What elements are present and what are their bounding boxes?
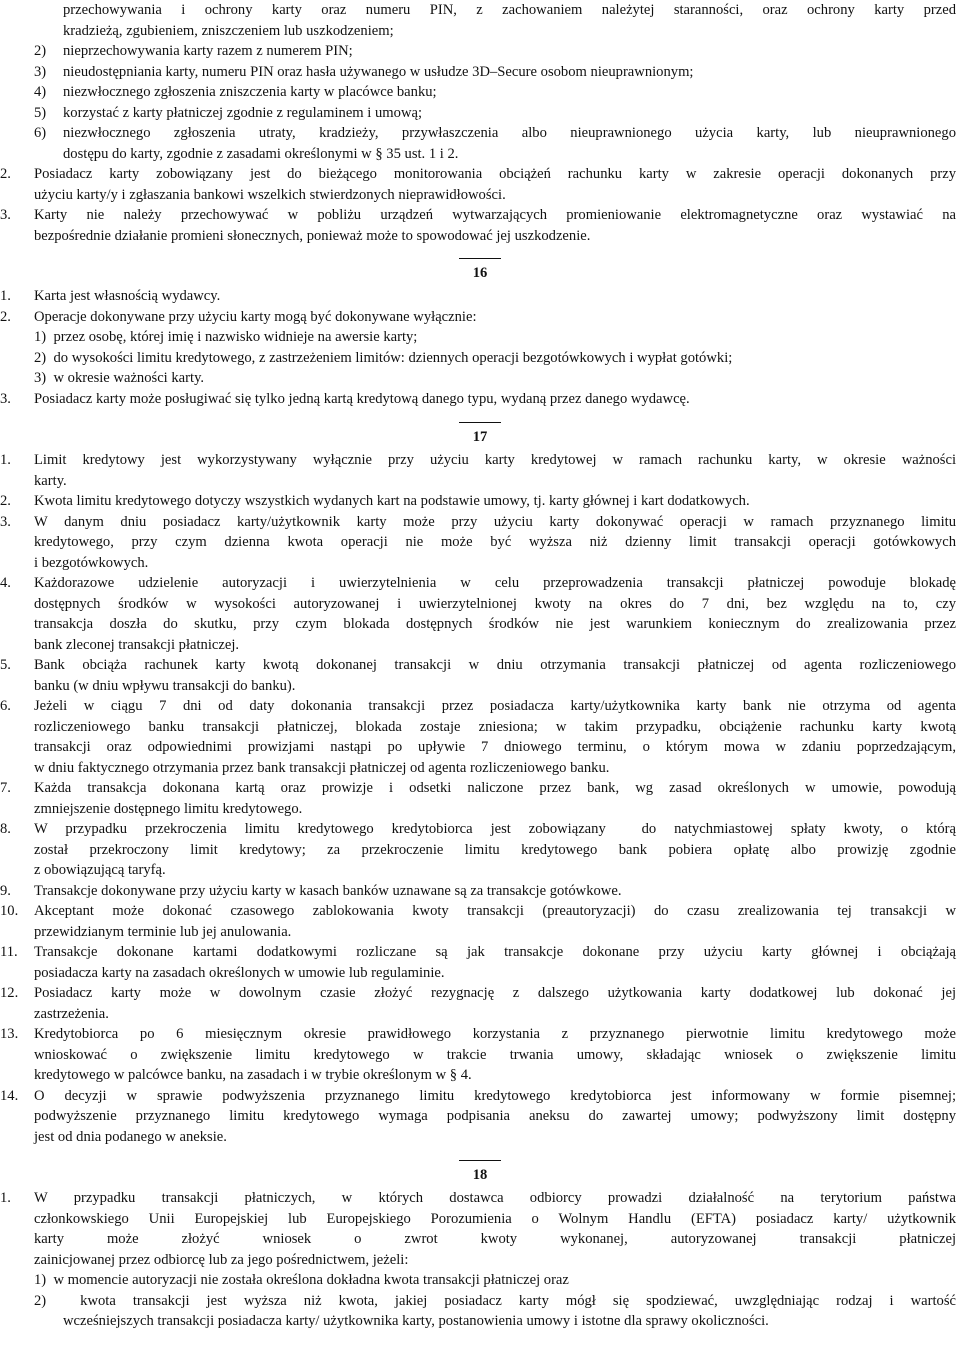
line-text: został przekroczony limit kredytowy; za przekroczenie limitu kredytowego bank pobiera opłatę albo prowizję zgodnie [34, 842, 956, 858]
line-text: przechowywania i ochrony karty oraz numeru PIN, z zachowaniem należytej staranności, oraz ochrony karty przed [63, 2, 956, 18]
item-number: 3) [34, 64, 47, 80]
section-heading [465, 1165, 495, 1186]
line-text: przewidzianym terminie lub jej anulowania. [34, 924, 292, 940]
line-text: Transakcje dokonane kartami dodatkowymi rozliczane są jak transakcje dokonane przy użyciu karty głównej i obciążają [34, 944, 956, 960]
line-text: Karty nie należy przechowywać w pobliżu urządzeń wytwarzających promieniowanie elektromagnetyczne oraz wystawiać na [34, 207, 956, 223]
line-text: Posiadacz karty może w dowolnym czasie złożyć rezygnację z dalszego użytkowania karty dodatkowej lub dokonać jej [34, 985, 956, 1001]
item-number: 3. [0, 391, 11, 407]
section-heading [465, 263, 495, 284]
line-text: O decyzji w sprawie podwyższenia przyznanego limitu kredytowego kredytobiorca jest informowany w formie pisemnej; [34, 1088, 956, 1104]
line-text: Posiadacz karty zobowiązany jest do bieżącego monitorowania obciążeń rachunku karty w zakresie operacji dokonanych przy [34, 166, 956, 182]
line-text: Transakcje dokonywane przy użyciu karty w kasach banków uznawane są za transakcje gotówkowe. [34, 883, 622, 899]
paragraph-number: 16 [472, 265, 488, 281]
line-text: podwyższenie przyznanego limitu kredytowego wymaga podpisania aneksu do zawartej umowy; podwyższony limit dostępny [34, 1108, 956, 1124]
item-number: 1. [0, 452, 11, 468]
item-number: 2) [34, 43, 47, 59]
line-text: Operacje dokonywane przy użyciu karty mogą być dokonywane wyłącznie: [34, 309, 477, 325]
item-number: 2. [0, 166, 11, 182]
line-text: rozliczeniowego banku transakcji płatniczej, blokada zostaje zniesiona; w takim przypadku, obciążenie rachunku karty kwotą [34, 719, 956, 735]
item-number: 7. [0, 780, 11, 796]
item-number: 9. [0, 883, 11, 899]
item-number: 12. [0, 985, 19, 1001]
line-text: zastrzeżenia. [34, 1006, 109, 1022]
item-number: 2. [0, 493, 11, 509]
line-text: z obowiązującą taryfą. [34, 862, 166, 878]
line-text: zmniejszenie dostępnego limitu kredytowego. [34, 801, 303, 817]
line-text: 1) przez osobę, której imię i nazwisko widnieje na awersie karty; [34, 329, 418, 345]
item-number: 5. [0, 657, 11, 673]
line-text: transakcji oraz odpowiednimi prowizjami nastąpi po upływie 7 dniowego terminu, o którym mowa w zdaniu poprzedzającym, [34, 739, 956, 755]
line-text: 1) w momencie autoryzacji nie została określona dokładna kwota transakcji płatniczej oraz [34, 1272, 569, 1288]
item-number: 4) [34, 84, 47, 100]
line-text: bank zleconej transakcji płatniczej. [34, 637, 240, 653]
line-text: niezwłocznego zgłoszenia utraty, kradzieży, przywłaszczenia albo nieuprawnionego użycia karty, lub nieuprawnionego [63, 125, 956, 141]
line-text: W przypadku transakcji płatniczych, w których dostawca odbiorcy prowadzi działalność na terytorium państwa [34, 1190, 956, 1206]
line-text: Akceptant może dokonać czasowego zablokowania kwoty transakcji (preautoryzacji) do czasu zrealizowania tej transakcji w [34, 903, 956, 919]
line-text: nieprzechowywania karty razem z numerem PIN; [63, 43, 353, 59]
line-text: Kwota limitu kredytowego dotyczy wszystkich wydanych kart na podstawie umowy, tj. karty głównej i kart dodatkowych. [34, 493, 750, 509]
line-text: 2) kwota transakcji jest wyższa niż kwota, jakiej posiadacz karty mógł się spodziewać, uwzględniając rodzaj i wartość [34, 1293, 956, 1309]
line-text: 2) do wysokości limitu kredytowego, z zastrzeżeniem limitów: dziennych operacji bezgotówkowych i wypłat gotówki; [34, 350, 733, 366]
line-text: Bank obciąża rachunek karty kwotą dokonanej transakcji w dniu otrzymania transakcji płatniczej od agenta rozliczeniowego [34, 657, 956, 673]
item-number: 4. [0, 575, 11, 591]
item-number: 5) [34, 105, 47, 121]
line-text: W przypadku przekroczenia limitu kredytowego kredytobiorca jest zobowiązany do natychmiastowej spłaty kwoty, o którą [34, 821, 956, 837]
item-number: 10. [0, 903, 19, 919]
line-text: Kredytobiorca po 6 miesięcznym okresie prawidłowego korzystania z przyznanego pierwotnie limitu kredytowego może [34, 1026, 956, 1042]
line-text: Jeżeli w ciągu 7 dni od daty dokonania transakcji przez posiadacza karty/użytkownika karty bank nie otrzyma od agenta [34, 698, 956, 714]
line-text: kradzieżą, zgubieniem, zniszczeniem lub uszkodzeniem; [63, 23, 394, 39]
heading-rule [459, 258, 501, 259]
line-text: zainicjowanej przez odbiorcę lub za jego pośrednictwem, jeżeli: [34, 1252, 409, 1268]
line-text: Każdorazowe udzielenie autoryzacji i uwierzytelnienia w celu przeprowadzenia transakcji płatniczej powoduje blokadę [34, 575, 956, 591]
line-text: i bezgotówkowych. [34, 555, 149, 571]
line-text: nieudostępniania karty, numeru PIN oraz hasła używanego w usłudze 3D–Secure osobom nieuprawnionym; [63, 64, 694, 80]
item-number: 3. [0, 207, 11, 223]
item-number: 6. [0, 698, 11, 714]
line-text: Posiadacz karty może posługiwać się tylko jedną kartą kredytową danego typu, wydaną przez danego wydawcę. [34, 391, 690, 407]
section-heading [465, 427, 495, 448]
line-text: karty. [34, 473, 67, 489]
item-number: 6) [34, 125, 47, 141]
line-text: kredytowego, przy czym dzienna kwota operacji nie może być wyższa niż dzienny limit transakcji operacji gotówkowych [34, 534, 956, 550]
line-text: członkowskiego Unii Europejskiej lub Europejskiego Porozumienia o Wolnym Handlu (EFTA) posiadacz karty/ użytkownik [34, 1211, 956, 1227]
item-number: 8. [0, 821, 11, 837]
line-text: jest od dnia podanego w aneksie. [34, 1129, 227, 1145]
line-text: Każda transakcja dokonana kartą oraz prowizje i odsetki naliczone przez bank, wg zasad określonych w umowie, powodują [34, 780, 956, 796]
item-number: 13. [0, 1026, 19, 1042]
line-text: banku (w dniu wpływu transakcji do banku). [34, 678, 296, 694]
item-number: 3. [0, 514, 11, 530]
item-number: 2. [0, 309, 11, 325]
line-text: dostępu do karty, zgodnie z zasadami określonymi w § 35 ust. 1 i 2. [63, 146, 459, 162]
line-text: transakcja doszła do skutku, przy czym blokada dostępnych środków nie jest warunkiem koniecznym do zrealizowania przez [34, 616, 956, 632]
line-text: 3) w okresie ważności karty. [34, 370, 205, 386]
item-number: 1. [0, 288, 11, 304]
line-text: wnioskować o zwiększenie limitu kredytowego w trakcie trwania umowy, składając wniosek o zwiększenie limitu [34, 1047, 956, 1063]
heading-rule [459, 1160, 501, 1161]
item-number: 11. [0, 944, 18, 960]
line-text: niezwłocznego zgłoszenia zniszczenia karty w placówce banku; [63, 84, 437, 100]
paragraph-number: 17 [472, 429, 488, 445]
item-number: 1. [0, 1190, 11, 1206]
line-text: użyciu karty/y i zgłaszania bankowi wszelkich stwierdzonych nieprawidłowości. [34, 187, 506, 203]
line-text: dostępnych środków w wysokości autoryzowanej i uwierzytelnionej kwoty na okres do 7 dni, bez względu na to, czy [34, 596, 956, 612]
line-text: bezpośrednie działanie promieni słonecznych, ponieważ może to spowodować jej uszkodzenie. [34, 228, 591, 244]
line-text: korzystać z karty płatniczej zgodnie z regulaminem i umową; [63, 105, 423, 121]
line-text: posiadacza karty na zasadach określonych w umowie lub regulaminie. [34, 965, 445, 981]
heading-rule [459, 422, 501, 423]
line-text: karty może złożyć wniosek o zwrot kwoty wykonanej, autoryzowanej transakcji płatniczej [34, 1231, 956, 1247]
line-text: Limit kredytowy jest wykorzystywany wyłącznie przy użyciu karty kredytowej w ramach rachunku karty, w okresie ważności [34, 452, 956, 468]
line-text: wcześniejszych transakcji posiadacza karty/ użytkownika karty, postanowienia umowy i istotne dla sprawy okoliczności. [63, 1313, 769, 1329]
line-text: w dniu faktycznego otrzymania przez bank transakcji płatniczej od agenta rozliczeniowego banku. [34, 760, 610, 776]
line-text: Karta jest własnością wydawcy. [34, 288, 221, 304]
line-text: W danym dniu posiadacz karty/użytkownik karty może przy użyciu karty dokonywać operacji w ramach przyznanego limitu [34, 514, 956, 530]
paragraph-number: 18 [472, 1167, 488, 1183]
item-number: 14. [0, 1088, 19, 1104]
line-text: kredytowego w palcówce banku, na zasadach i w trybie określonym w § 4. [34, 1067, 472, 1083]
